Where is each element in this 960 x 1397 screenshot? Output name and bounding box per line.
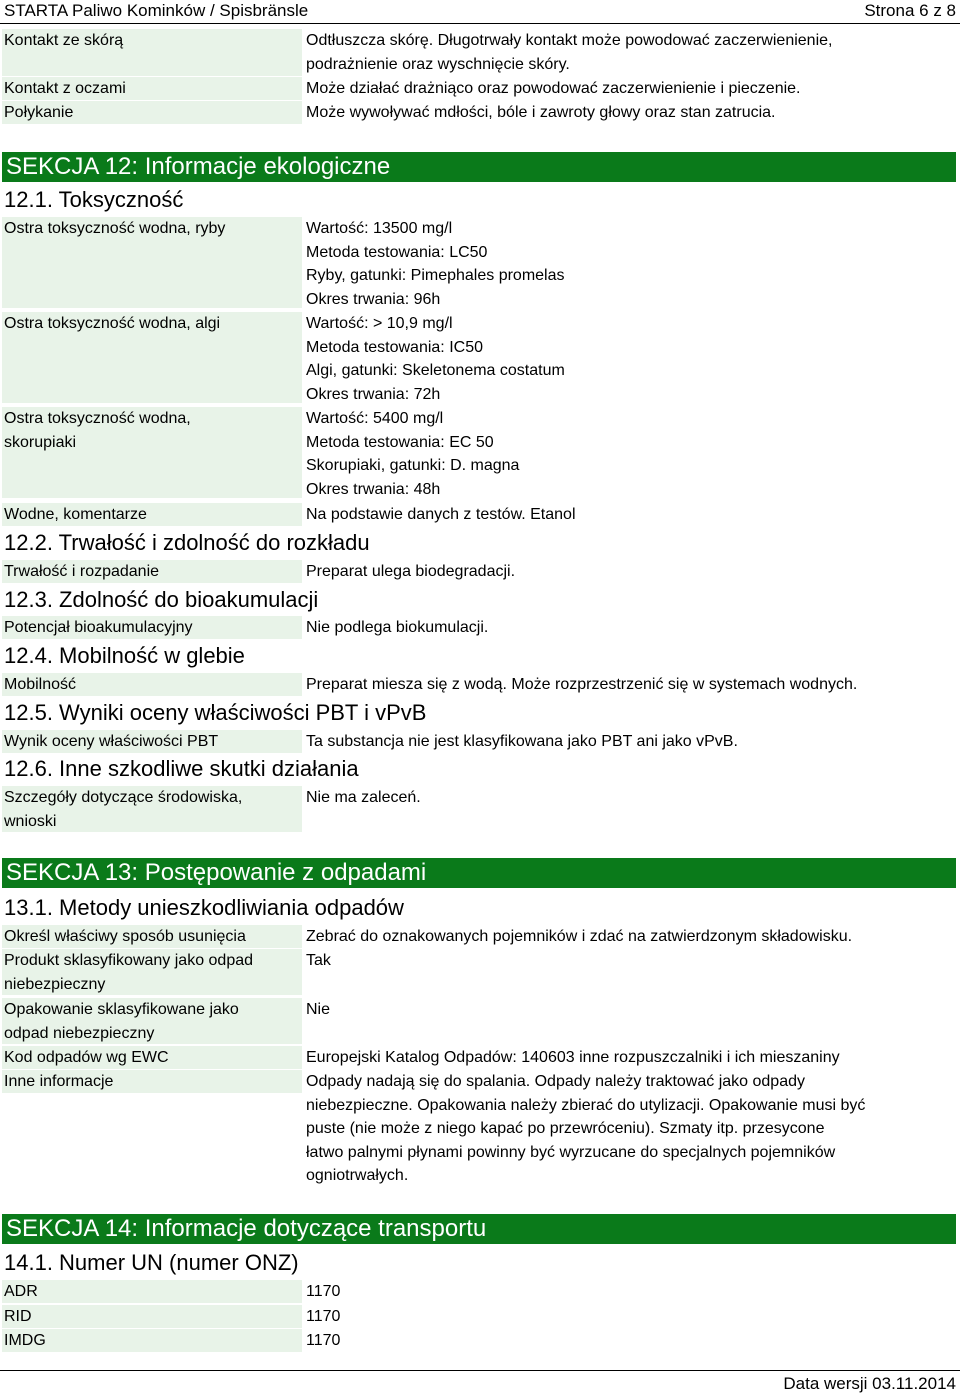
label-rid: RID xyxy=(2,1305,302,1328)
value-line: Okres trwania: 72h xyxy=(306,385,441,403)
value-line: Metoda testowania: LC50 xyxy=(306,243,488,261)
value-line: Ryby, gatunki: Pimephales promelas xyxy=(306,267,565,284)
value-line: niebezpieczne. Opakowania należy zbierać do utylizacji. Opakowanie musi być xyxy=(306,1096,866,1114)
label-line: Ostra toksyczność wodna, xyxy=(4,410,191,427)
label-line: odpad niebezpieczny xyxy=(4,1024,155,1042)
header-rule xyxy=(0,23,960,24)
value-imdg: 1170 xyxy=(306,1332,341,1349)
subsection-13-1: 13.1. Metody unieszkodliwiania odpadów xyxy=(4,895,404,920)
document-title: STARTA Paliwo Kominków / Spisbränsle xyxy=(4,1,309,20)
value-line: puste (nie może z niego kapać po przewróceniu). Szmaty itp. przesycone xyxy=(306,1120,825,1137)
label-tox-algae: Ostra toksyczność wodna, algi xyxy=(2,312,302,403)
label-line: skorupiaki xyxy=(4,433,77,451)
value-env-details: Nie ma zaleceń. xyxy=(306,789,421,806)
label-tox-fish: Ostra toksyczność wodna, ryby xyxy=(2,217,302,308)
value-ewc-code: Europejski Katalog Odpadów: 140603 inne rozpuszczalniki i ich mieszaniny xyxy=(306,1049,840,1066)
label-line: niebezpieczny xyxy=(4,975,106,993)
footer-rule xyxy=(0,1370,960,1371)
value-line: Okres trwania: 96h xyxy=(306,290,441,308)
value-line: Okres trwania: 48h xyxy=(306,480,441,498)
label-line: wnioski xyxy=(4,812,57,830)
label-tox-crustaceans xyxy=(2,407,302,498)
value-packaging-hazardous: Nie xyxy=(306,1001,331,1018)
label-ewc-code: Kod odpadów wg EWC xyxy=(2,1046,302,1069)
subsection-12-5: 12.5. Wyniki oceny właściwości PBT i vPvB xyxy=(4,700,427,725)
subsection-12-6: 12.6. Inne szkodliwe skutki działania xyxy=(4,756,359,781)
value-eye-contact: Może działać drażniąco oraz powodować zaczerwienienie i pieczenie. xyxy=(306,80,801,97)
value-line: Wartość: 5400 mg/l xyxy=(306,410,444,427)
label-persistence: Trwałość i rozpadanie xyxy=(2,560,302,583)
value-line: Skorupiaki, gatunki: D. magna xyxy=(306,457,520,474)
subsection-12-1: 12.1. Toksyczność xyxy=(4,187,184,212)
label-line: Szczegóły dotyczące środowiska, xyxy=(4,789,243,806)
value-line: Odpady nadają się do spalania. Odpady należy traktować jako odpady xyxy=(306,1073,805,1090)
label-eye-contact: Kontakt z oczami xyxy=(2,77,302,100)
label-bioaccumulation: Potencjał bioakumulacyjny xyxy=(2,616,302,639)
label-skin-contact: Kontakt ze skórą xyxy=(2,29,302,76)
label-product-hazardous xyxy=(2,949,302,995)
value-line: Wartość: 13500 mg/l xyxy=(306,220,453,237)
section-12-heading: SEKCJA 12: Informacje ekologiczne xyxy=(2,152,956,182)
label-packaging-hazardous xyxy=(2,998,302,1044)
subsection-12-3: 12.3. Zdolność do bioakumulacji xyxy=(4,587,319,612)
section-14-heading: SEKCJA 14: Informacje dotyczące transportu xyxy=(2,1214,956,1244)
page-number: Strona 6 z 8 xyxy=(864,1,956,20)
value-line: Algi, gatunki: Skeletonema costatum xyxy=(306,362,565,379)
label-line: Produkt sklasyfikowany jako odpad xyxy=(4,952,254,969)
value-line: łatwo palnymi płynami powinny być wyrzucane do specjalnych pojemników xyxy=(306,1143,836,1161)
label-mobility: Mobilność xyxy=(2,673,302,696)
label-adr: ADR xyxy=(2,1280,302,1303)
value-line: Metoda testowania: EC 50 xyxy=(306,433,494,451)
value-disposal-method: Zebrać do oznakowanych pojemników i zdać na zatwierdzonym składowisku. xyxy=(306,928,853,945)
label-env-details xyxy=(2,786,302,832)
value-tox-algae xyxy=(306,312,565,406)
value-line: ogniotrwałych. xyxy=(306,1167,409,1184)
value-tox-crustaceans xyxy=(306,407,519,501)
value-line: Wartość: > 10,9 mg/l xyxy=(306,315,453,332)
label-disposal-method: Określ właściwy sposób usunięcia xyxy=(2,925,302,948)
value-line: podrażnienie oraz wyschnięcie skóry. xyxy=(306,55,570,73)
value-line: Metoda testowania: IC50 xyxy=(306,338,483,356)
version-date: Data wersji 03.11.2014 xyxy=(783,1374,956,1393)
value-mobility: Preparat miesza się z wodą. Może rozprzestrzenić się w systemach wodnych. xyxy=(306,676,858,693)
value-rid: 1170 xyxy=(306,1308,341,1325)
subsection-14-1: 14.1. Numer UN (numer ONZ) xyxy=(4,1250,299,1275)
label-ingestion: Połykanie xyxy=(2,101,302,124)
label-line: Opakowanie sklasyfikowane jako xyxy=(4,1001,239,1018)
value-water-comments: Na podstawie danych z testów. Etanol xyxy=(306,506,576,523)
value-ingestion: Może wywoływać mdłości, bóle i zawroty głowy oraz stan zatrucia. xyxy=(306,104,776,121)
subsection-12-2: 12.2. Trwałość i zdolność do rozkładu xyxy=(4,530,370,555)
value-line: Odtłuszcza skórę. Długotrwały kontakt może powodować zaczerwienienie, xyxy=(306,32,833,49)
value-skin-contact xyxy=(306,29,832,76)
value-product-hazardous: Tak xyxy=(306,952,331,969)
value-pbt: Ta substancja nie jest klasyfikowana jako PBT ani jako vPvB. xyxy=(306,733,738,750)
label-other-info: Inne informacje xyxy=(2,1070,302,1093)
label-pbt: Wynik oceny właściwości PBT xyxy=(2,730,302,753)
value-persistence: Preparat ulega biodegradacji. xyxy=(306,563,516,580)
label-water-comments: Wodne, komentarze xyxy=(2,503,302,526)
value-adr: 1170 xyxy=(306,1283,341,1300)
label-imdg: IMDG xyxy=(2,1329,302,1352)
subsection-12-4: 12.4. Mobilność w glebie xyxy=(4,643,245,668)
section-13-heading: SEKCJA 13: Postępowanie z odpadami xyxy=(2,858,956,888)
value-bioaccumulation: Nie podlega biokumulacji. xyxy=(306,619,489,636)
value-other-info xyxy=(306,1070,865,1188)
value-tox-fish xyxy=(306,217,565,311)
